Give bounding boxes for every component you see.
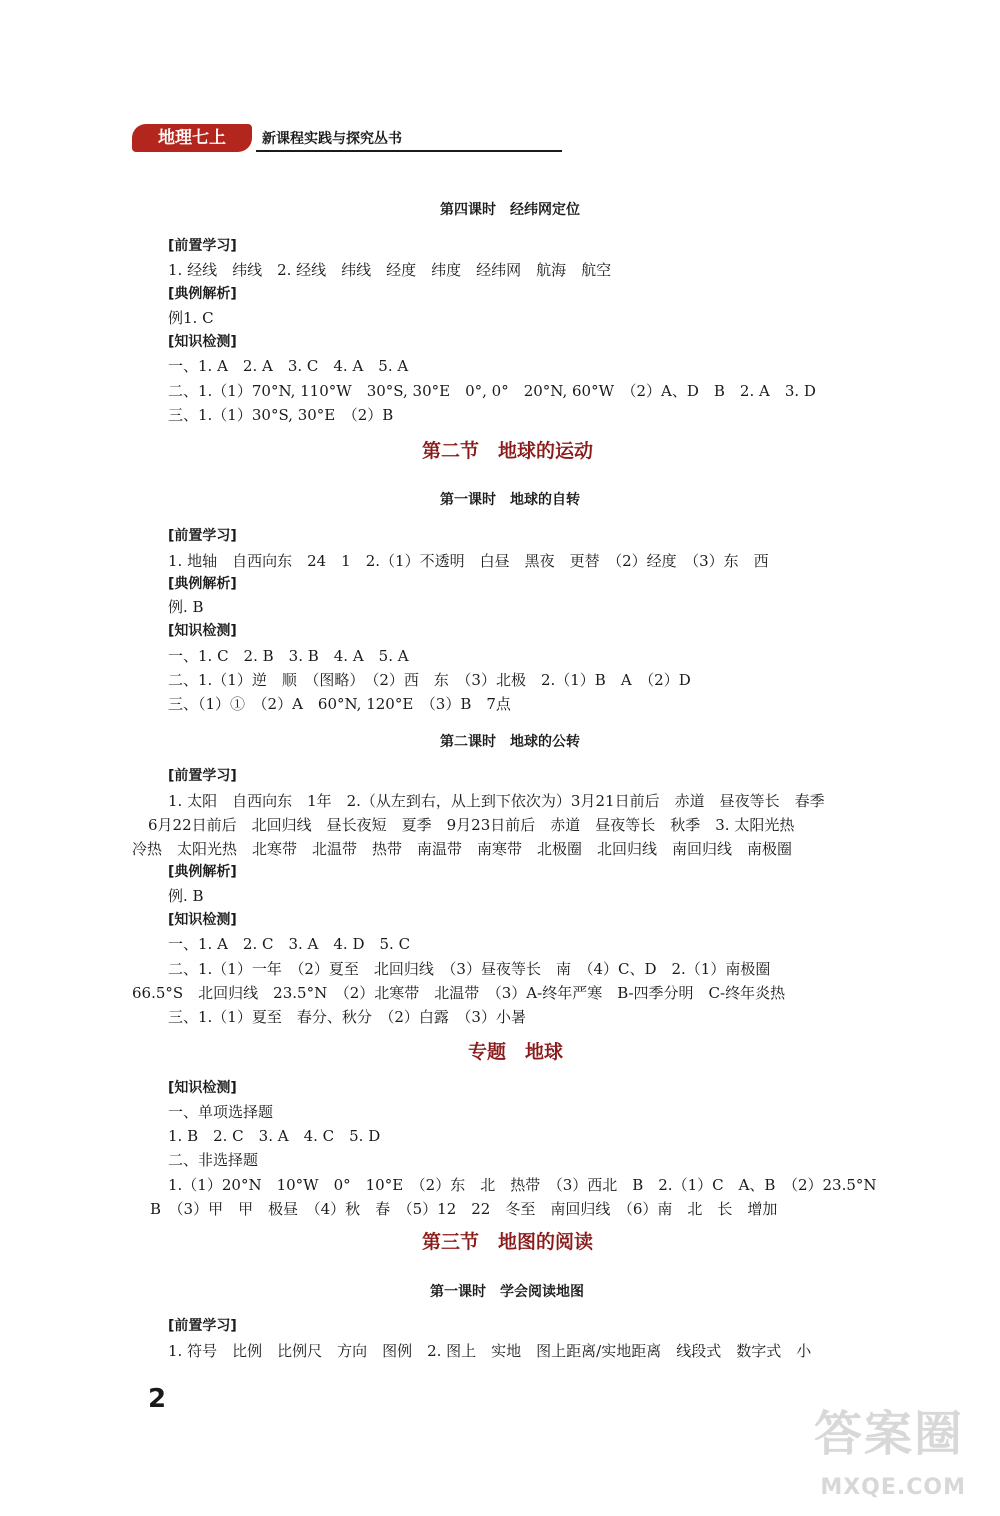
page-number: 2 xyxy=(148,1384,167,1414)
answer-line: 例. B xyxy=(168,598,204,616)
watermark-logo xyxy=(802,1404,972,1504)
subsection-label: [前置学习] xyxy=(168,238,237,254)
answer-line: 二、1.（1）逆 顺 （图略） （2）西 东 （3）北极 2.（1）B A （2）D xyxy=(168,671,691,689)
answer-line: 二、1.（1）70°N, 110°W 30°S, 30°E 0°, 0° 20°N, 60°W （2）A、D B 2. A 3. D xyxy=(168,382,816,400)
answer-line: 二、1.（1）一年 （2）夏至 北回归线 （3）昼夜等长 南 （4）C、D 2.（1）南极圈 xyxy=(168,960,771,978)
subsection-label: [知识检测] xyxy=(168,1080,237,1096)
answer-line: 66.5°S 北回归线 23.5°N （2）北寒带 北温带 （3）A-终年严寒 B-四季分明 C-终年炎热 xyxy=(132,984,786,1002)
answer-line: 一、1. C 2. B 3. B 4. A 5. A xyxy=(168,647,409,665)
subsection-label: [前置学习] xyxy=(168,528,237,544)
subsection-label: [典例解析] xyxy=(168,864,237,880)
watermark-logo-text: 答案圈 xyxy=(813,1406,964,1462)
series-title: 新课程实践与探究丛书 xyxy=(262,131,402,147)
section-title: 第三节 地图的阅读 xyxy=(422,1231,594,1253)
subsection-label: [前置学习] xyxy=(168,1318,237,1334)
subsection-label: [知识检测] xyxy=(168,912,237,928)
answer-line: 一、1. A 2. C 3. A 4. D 5. C xyxy=(168,935,411,953)
section-title: 专题 地球 xyxy=(468,1041,564,1063)
answer-line: 1. 经线 纬线 2. 经线 纬线 经度 纬度 经纬网 航海 航空 xyxy=(168,261,612,279)
answer-line: 三、（1）① （2）A 60°N, 120°E （3）B 7点 xyxy=(168,695,511,713)
subsection-label: [典例解析] xyxy=(168,576,237,592)
answer-line: 一、1. A 2. A 3. C 4. A 5. A xyxy=(168,357,409,375)
lesson-title: 第一课时 学会阅读地图 xyxy=(430,1284,584,1300)
section-title: 第二节 地球的运动 xyxy=(422,440,594,462)
answer-line: 冷热 太阳光热 北寒带 北温带 热带 南温带 南寒带 北极圈 北回归线 南回归线 南极圈 xyxy=(132,840,793,858)
answer-line: 二、非选择题 xyxy=(168,1151,259,1169)
lesson-title: 第四课时 经纬网定位 xyxy=(440,202,580,218)
answer-line: B （3）甲 甲 极昼 （4）秋 春 （5）12 22 冬至 南回归线 （6）南 北 长 增加 xyxy=(150,1200,778,1218)
answer-line: 例. B xyxy=(168,887,204,905)
watermark-url: MXQE.COM xyxy=(820,1475,966,1500)
answer-line: 三、1.（1）夏至 春分、秋分 （2）白露 （3）小暑 xyxy=(168,1008,526,1026)
answer-line: 例1. C xyxy=(168,309,214,327)
book-title-badge: 地理七上 xyxy=(132,124,252,152)
subsection-label: [知识检测] xyxy=(168,623,237,639)
answer-line: 三、1.（1）30°S, 30°E （2）B xyxy=(168,406,394,424)
subsection-label: [前置学习] xyxy=(168,768,237,784)
answer-line: 1. 地轴 自西向东 24 1 2.（1）不透明 白昼 黑夜 更替 （2）经度 （3）东 西 xyxy=(168,552,769,570)
answer-line: 6月22日前后 北回归线 昼长夜短 夏季 9月23日前后 赤道 昼夜等长 秋季 3. 太阳光热 xyxy=(148,816,795,834)
answer-line: 1. B 2. C 3. A 4. C 5. D xyxy=(168,1127,381,1145)
answer-line: 1. 太阳 自西向东 1年 2.（从左到右，从上到下依次为）3月21日前后 赤道 昼夜等长 春季 xyxy=(168,792,825,810)
subsection-label: [典例解析] xyxy=(168,286,237,302)
lesson-title: 第二课时 地球的公转 xyxy=(440,734,580,750)
lesson-title: 第一课时 地球的自转 xyxy=(440,492,580,508)
subsection-label: [知识检测] xyxy=(168,334,237,350)
header-rule xyxy=(256,150,562,152)
answer-line: 1. 符号 比例 比例尺 方向 图例 2. 图上 实地 图上距离/实地距离 线段式 数字式 小 xyxy=(168,1342,812,1360)
answer-line: 1.（1）20°N 10°W 0° 10°E （2）东 北 热带 （3）西北 B 2.（1）C A、B （2）23.5°N xyxy=(168,1176,877,1194)
answer-line: 一、单项选择题 xyxy=(168,1103,274,1121)
